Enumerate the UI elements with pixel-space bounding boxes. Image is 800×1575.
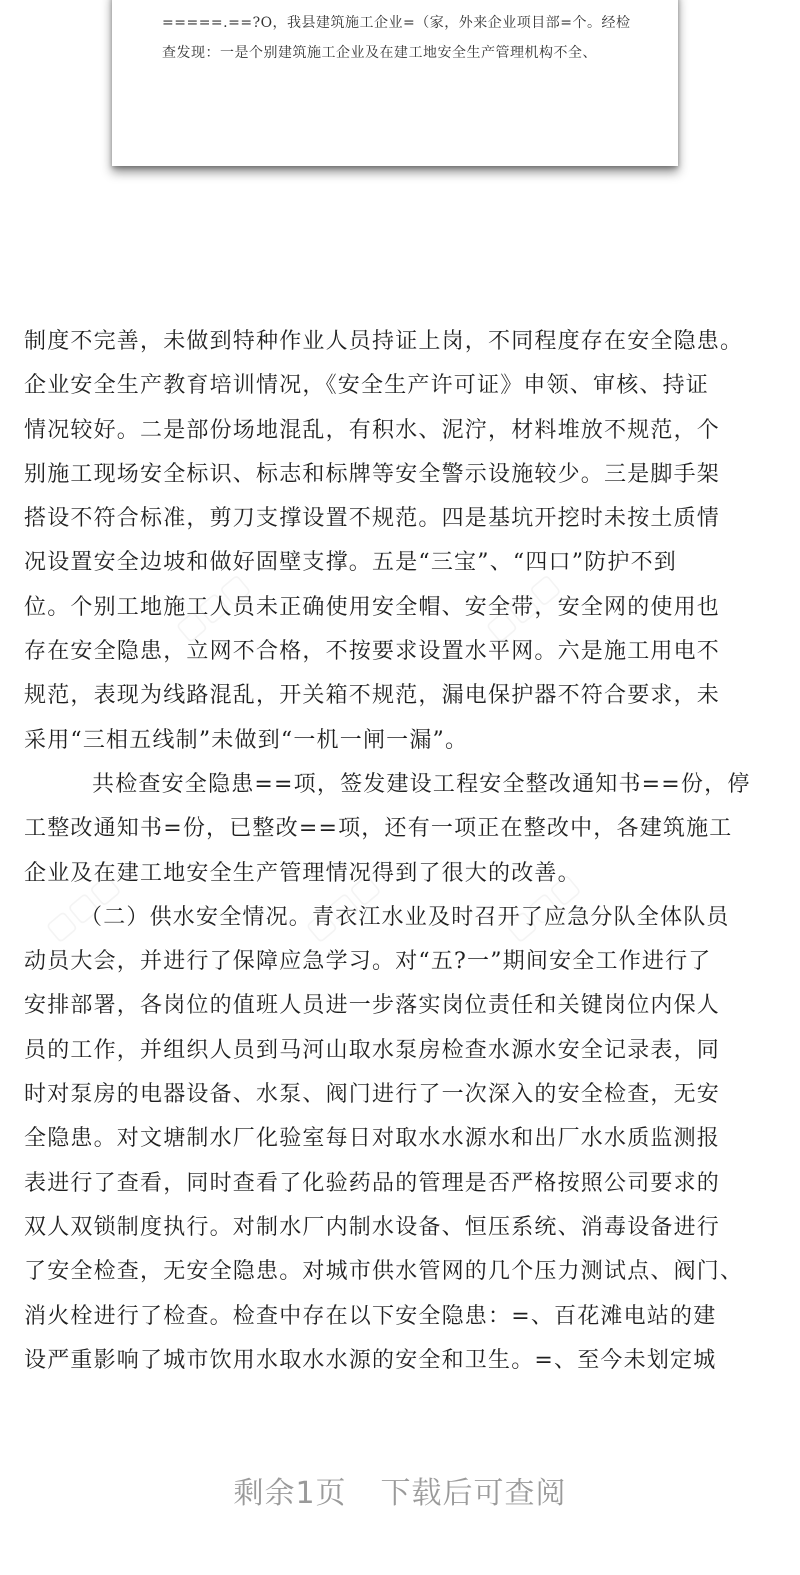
- body-line: 企业安全生产教育培训情况，《安全生产许可证》申领、审核、持证: [24, 373, 710, 399]
- remaining-pages-text[interactable]: 剩余1页: [233, 1476, 347, 1511]
- body-line: 位。个别工地施工人员未正确使用安全帽、安全带，安全网的使用也: [24, 594, 721, 620]
- body-line: 双人双锁制度执行。对制水厂内制水设备、恒压系统、消毒设备进行: [24, 1214, 721, 1240]
- card-text-line: =====.==?O，我县建筑施工企业=（家，外来企业项目部=个。经检: [162, 15, 631, 31]
- body-line: 况设置安全边坡和做好固壁支撑。五是“三宝”、“四口”防护不到: [24, 550, 677, 576]
- body-line: 规范，表现为线路混乱，开关箱不规范，漏电保护器不符合要求，未: [24, 683, 721, 709]
- body-line: 情况较好。二是部份场地混乱，有积水、泥泞，材料堆放不规范，个: [24, 417, 721, 443]
- previous-page-card: [112, 0, 678, 166]
- body-line: 搭设不符合标准，剪刀支撑设置不规范。四是基坑开挖时未按土质情: [24, 506, 721, 532]
- download-hint-text[interactable]: 下载后可查阅: [380, 1476, 567, 1511]
- body-line: 设严重影响了城市饮用水取水水源的安全和卫生。=、至今未划定城: [24, 1347, 717, 1373]
- paragraph-start-line: 共检查安全隐患==项，签发建设工程安全整改通知书==份，停: [92, 771, 751, 797]
- body-line: 动员大会，并进行了保障应急学习。对“五?一”期间安全工作进行了: [24, 949, 712, 975]
- download-prompt[interactable]: [0, 1468, 800, 1512]
- body-line: 时对泵房的电器设备、水泵、阀门进行了一次深入的安全检查，无安: [24, 1082, 721, 1108]
- body-line: 别施工现场安全标识、标志和标牌等安全警示设施较少。三是脚手架: [24, 461, 721, 487]
- body-line: 消火栓进行了检查。检查中存在以下安全隐患：=、百花滩电站的建: [24, 1303, 717, 1329]
- section-heading-line: （二）供水安全情况。青衣江水业及时召开了应急分队全体队员: [80, 904, 730, 930]
- body-line: 制度不完善，未做到特种作业人员持证上岗，不同程度存在安全隐患。: [24, 329, 744, 354]
- body-line: 工整改通知书=份，已整改==项，还有一项正在整改中，各建筑施工: [24, 816, 733, 842]
- card-text-line: 查发现：一是个别建筑施工企业及在建工地安全生产管理机构不全、: [162, 45, 597, 61]
- body-line: 采用“三相五线制”未做到“一机一闸一漏”。: [24, 727, 469, 753]
- body-line: 安排部署，各岗位的值班人员进一步落实岗位责任和关键岗位内保人: [24, 993, 721, 1019]
- body-line: 表进行了查看，同时查看了化验药品的管理是否严格按照公司要求的: [24, 1170, 721, 1196]
- body-line: 企业及在建工地安全生产管理情况得到了很大的改善。: [24, 860, 581, 886]
- document-body: [24, 320, 794, 1383]
- body-line: 员的工作，并组织人员到马河山取水泵房检查水源水安全记录表，同: [24, 1037, 721, 1063]
- body-line: 全隐患。对文塘制水厂化验室每日对取水水源水和出厂水水质监测报: [24, 1126, 721, 1152]
- body-line: 存在安全隐患，立网不合格，不按要求设置水平网。六是施工用电不: [24, 639, 721, 665]
- body-line: 了安全检查，无安全隐患。对城市供水管网的几个压力测试点、阀门、: [24, 1259, 744, 1285]
